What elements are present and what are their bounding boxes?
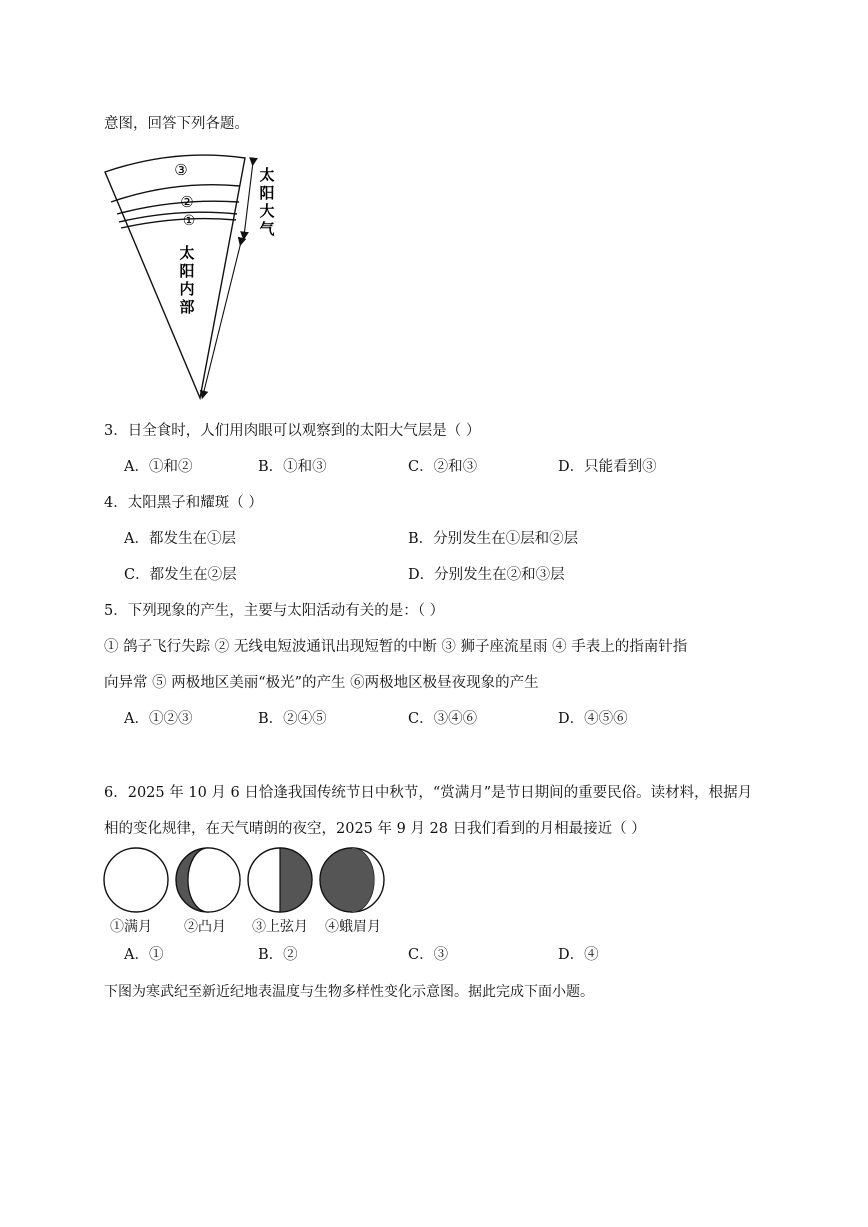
q4-option-c[interactable]: C．都发生在②层 (124, 567, 237, 583)
q5-option-d[interactable]: D．④⑤⑥ (558, 711, 628, 727)
crescent-moon-icon (320, 848, 384, 912)
atmosphere-char-4: 气 (259, 220, 275, 238)
q3-stem: 3．日全食时，人们用肉眼可以观察到的太阳大气层是（ ） (104, 423, 481, 439)
sun-wedge (105, 155, 245, 398)
layer1-label: ① (182, 213, 196, 229)
q5-items-line2: 向异常 ⑤ 两极地区美丽“极光”的产生 ⑥两极地区极昼夜现象的产生 (104, 675, 539, 691)
first-quarter-moon-icon (248, 848, 312, 912)
moon-label-crescent: ④蛾眉月 (325, 919, 381, 935)
q4-option-a[interactable]: A．都发生在①层 (124, 531, 236, 547)
q5-items-line1: ① 鸽子飞行失踪 ② 无线电短波通讯出现短暂的中断 ③ 狮子座流星雨 ④ 手表上的指南针指 (104, 639, 688, 655)
interior-char-4: 部 (179, 298, 195, 316)
moon-label-first-quarter: ③上弦月 (252, 919, 308, 935)
q5-stem: 5．下列现象的产生，主要与太阳活动有关的是：（ ） (104, 603, 445, 619)
atmosphere-char-2: 阳 (259, 184, 275, 202)
q6-option-c[interactable]: C．③ (408, 947, 449, 963)
atmosphere-char-1: 太 (259, 166, 275, 184)
intro-tail: 意图，回答下列各题。 (104, 116, 249, 132)
gibbous-moon-icon (176, 848, 240, 912)
sun-structure-diagram (95, 150, 280, 405)
interior-char-1: 太 (179, 244, 195, 262)
atmosphere-arrow (244, 162, 253, 236)
q6-option-b[interactable]: B．② (258, 947, 298, 963)
moon-phases-figure (100, 846, 395, 916)
layer2-label: ② (180, 193, 194, 211)
q6-stem-line2: 相的变化规律，在天气晴朗的夜空，2025 年 9 月 28 日我们看到的月相最接近（ ） (104, 821, 646, 837)
q3-option-b[interactable]: B．①和③ (258, 459, 327, 475)
q3-option-c[interactable]: C．②和③ (408, 459, 478, 475)
moon-label-full: ①满月 (110, 919, 152, 935)
q3-option-d[interactable]: D．只能看到③ (558, 459, 657, 475)
interior-arrow (203, 242, 241, 395)
interior-char-3: 内 (179, 280, 195, 298)
q4-option-b[interactable]: B．分别发生在①层和②层 (408, 531, 579, 547)
next-section-intro: 下图为寒武纪至新近纪地表温度与生物多样性变化示意图。据此完成下面小题。 (104, 984, 594, 1000)
q5-option-c[interactable]: C．③④⑥ (408, 711, 478, 727)
q4-option-d[interactable]: D．分别发生在②和③层 (408, 567, 565, 583)
interior-char-2: 阳 (179, 262, 195, 280)
atmosphere-char-3: 大 (259, 202, 275, 220)
layer-boundary-1 (119, 212, 237, 222)
q6-option-a[interactable]: A．① (124, 947, 164, 963)
moon-label-gibbous: ②凸月 (184, 919, 226, 935)
layer-boundary-3 (111, 185, 240, 202)
q5-option-a[interactable]: A．①②③ (124, 711, 193, 727)
q6-option-d[interactable]: D．④ (558, 947, 599, 963)
layer3-label: ③ (174, 161, 188, 179)
layer-boundary-0 (121, 219, 236, 228)
q3-option-a[interactable]: A．①和② (124, 459, 193, 475)
full-moon-icon (104, 848, 168, 912)
q6-stem-line1: 6．2025 年 10 月 6 日恰逢我国传统节日中秋节，“赏满月”是节日期间的重要民俗。读材料，根据月 (104, 785, 753, 801)
q5-option-b[interactable]: B．②④⑤ (258, 711, 327, 727)
q4-stem: 4．太阳黑子和耀斑（ ） (104, 495, 263, 511)
